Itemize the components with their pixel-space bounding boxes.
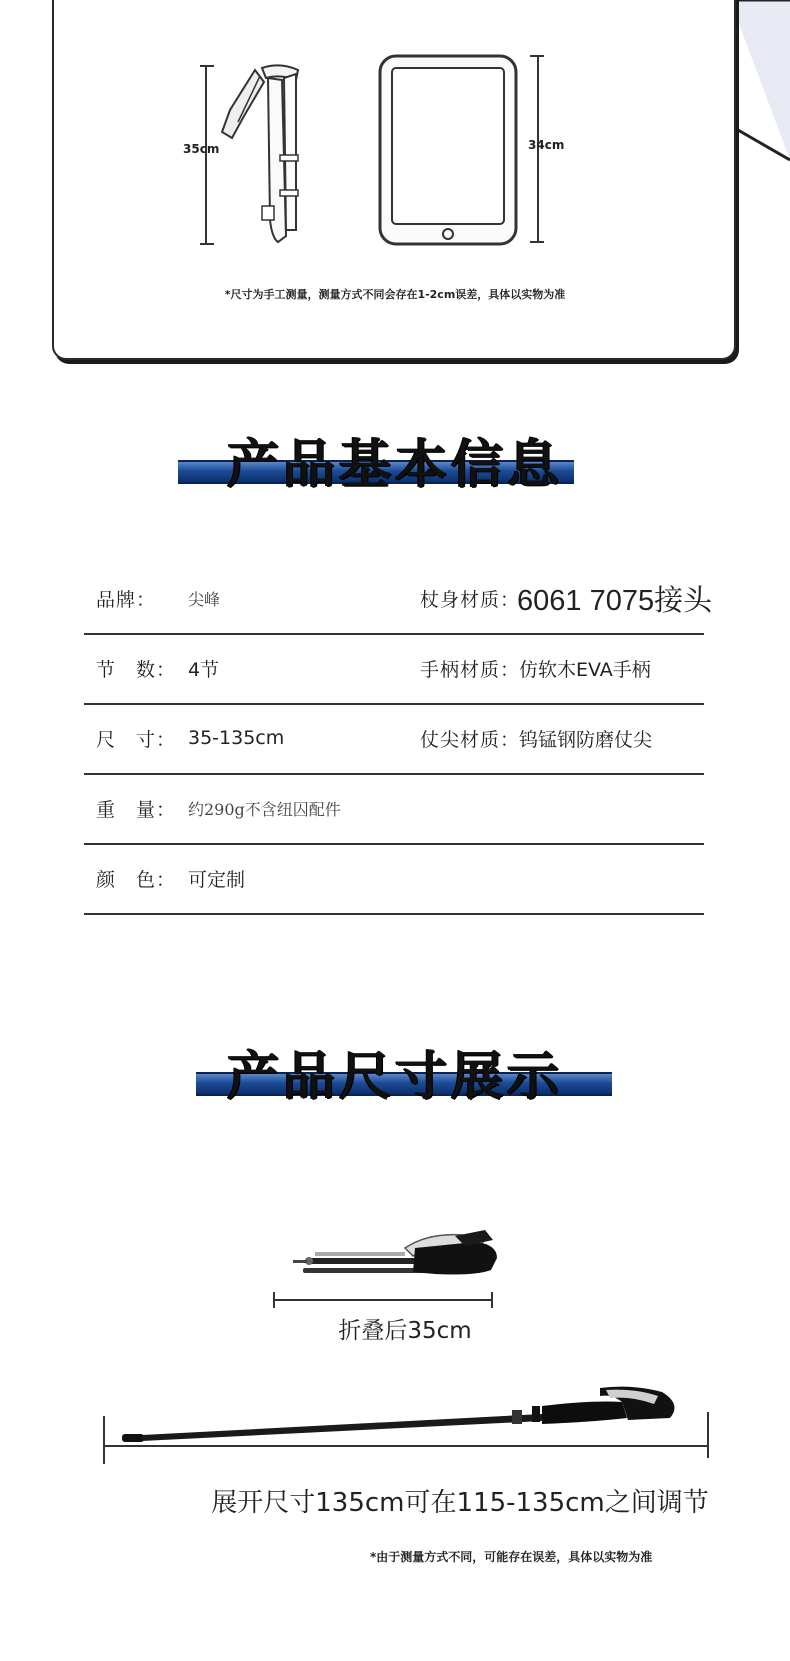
spec-label-color: 颜 色： [96,868,177,891]
heading-text: 产品基本信息 [226,435,563,495]
pole-height-label: 35cm [183,142,220,156]
spec-label-grip-material: 手柄材质： [420,658,521,681]
spec-value-grip-material: 仿软木EVA手柄 [519,658,651,681]
spec-label-weight: 重 量： [96,798,177,821]
spec-value-color: 可定制 [188,868,246,891]
spec-value-sections: 4节 [188,658,220,681]
size-display-heading [0,1032,790,1112]
tablet-illustration [378,52,548,248]
spec-label-tip-material: 仗尖材质： [420,728,521,751]
spec-row-sections [84,633,704,705]
spec-value-weight: 约290g不含纽囚配件 [188,799,341,819]
extended-size-caption: 展开尺寸135cm可在115-135cm之间调节 [211,1488,709,1518]
spec-value-tip-material: 钨锰钢防磨仗尖 [519,728,653,751]
measurement-note: *尺寸为手工测量，测量方式不同会存在1-2cm误差，具体以实物为准 [224,288,566,301]
spec-value-size: 35-135cm [188,727,285,749]
spec-label-size: 尺 寸： [96,728,177,751]
spec-value-shaft-material: 6061 7075接头 [517,584,713,617]
folded-measure-line [272,1292,494,1308]
spec-value-brand: 尖峰 [188,589,221,609]
folded-size-caption: 折叠后35cm [338,1318,472,1344]
corner-decoration [730,0,790,180]
folded-pole-illustration [200,60,320,260]
spec-label-shaft-material: 杖身材质： [420,588,521,611]
spec-label-sections: 节 数： [96,658,177,681]
spec-row-size [84,703,704,775]
measurement-disclaimer: *由于测量方式不同，可能存在误差，具体以实物为准 [370,1550,653,1564]
spec-row-brand [84,563,713,635]
spec-label-brand: 品牌： [96,588,157,611]
basic-info-heading [0,420,790,500]
spec-row-color [84,843,704,915]
folded-pole-image [285,1218,525,1298]
extended-measure-line [102,1406,712,1466]
tablet-height-label: 34cm [528,138,565,152]
spec-row-weight [84,773,704,845]
heading-text: 产品尺寸展示 [226,1047,563,1107]
